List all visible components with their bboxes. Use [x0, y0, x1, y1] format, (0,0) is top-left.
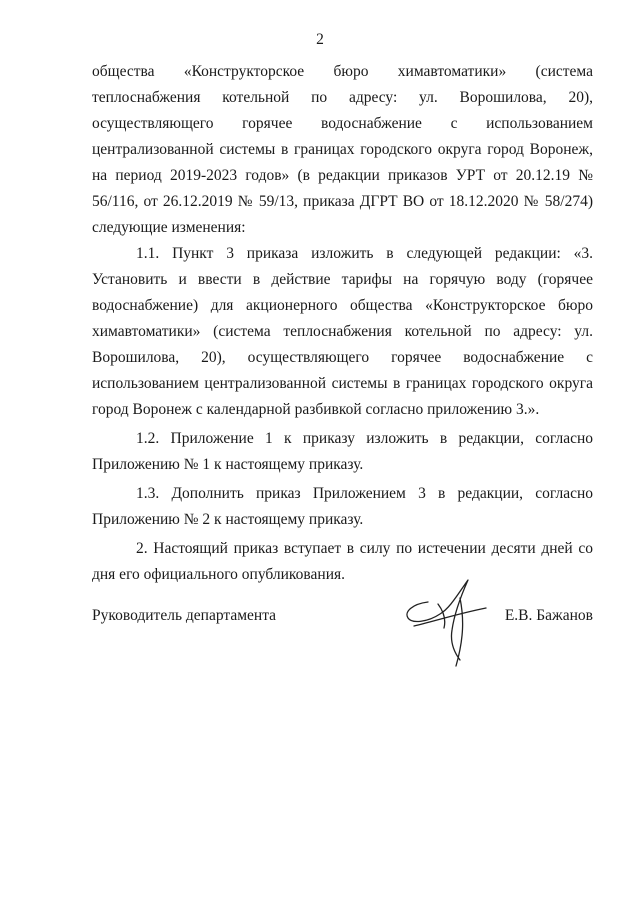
signatory-title: Руководитель департамента — [92, 607, 277, 624]
paragraph-1-3: 1.3. Дополнить приказ Приложением 3 в редакции, согласно Приложению № 2 к настоящему приказу. — [92, 485, 593, 528]
document-body — [92, 59, 593, 588]
page-number: 2 — [316, 31, 324, 48]
signatory-name: Е.В. Бажанов — [504, 607, 593, 624]
handwritten-signature — [398, 568, 493, 678]
paragraph-1-2: 1.2. Приложение 1 к приказу изложить в редакции, согласно Приложению № 1 к настоящему приказу. — [92, 430, 593, 473]
paragraph-2: 2. Настоящий приказ вступает в силу по истечении десяти дней со дня его официального опубликования. — [92, 540, 593, 583]
paragraph-continuation: общества «Конструкторское бюро химавтоматики» (система теплоснабжения котельной по адресу: ул. Ворошилова, 20), осуществляющего горячее водоснабжение с использованием централизованной системы в границах городского округа город Воронеж, на период 2019-2023 годов» (в редакции приказов УРТ от 20.12.19 № 56/116, от 26.12.2019 № 59/13, приказа ДГРТ ВО от 18.12.2020 № 58/274) следующие изменения: — [92, 63, 593, 236]
paragraph-1-1: 1.1. Пункт 3 приказа изложить в следующей редакции: «3. Установить и ввести в действие тарифы на горячую воду (горячее водоснабжение) для акционерного общества «Конструкторское бюро химавтоматики» (система теплоснабжения котельной по адресу: ул. Ворошилова, 20), осуществляющего горячее водоснабжение с использованием централизованной системы в границах городского округа город Воронеж с календарной разбивкой согласно приложению 3.». — [92, 245, 593, 418]
